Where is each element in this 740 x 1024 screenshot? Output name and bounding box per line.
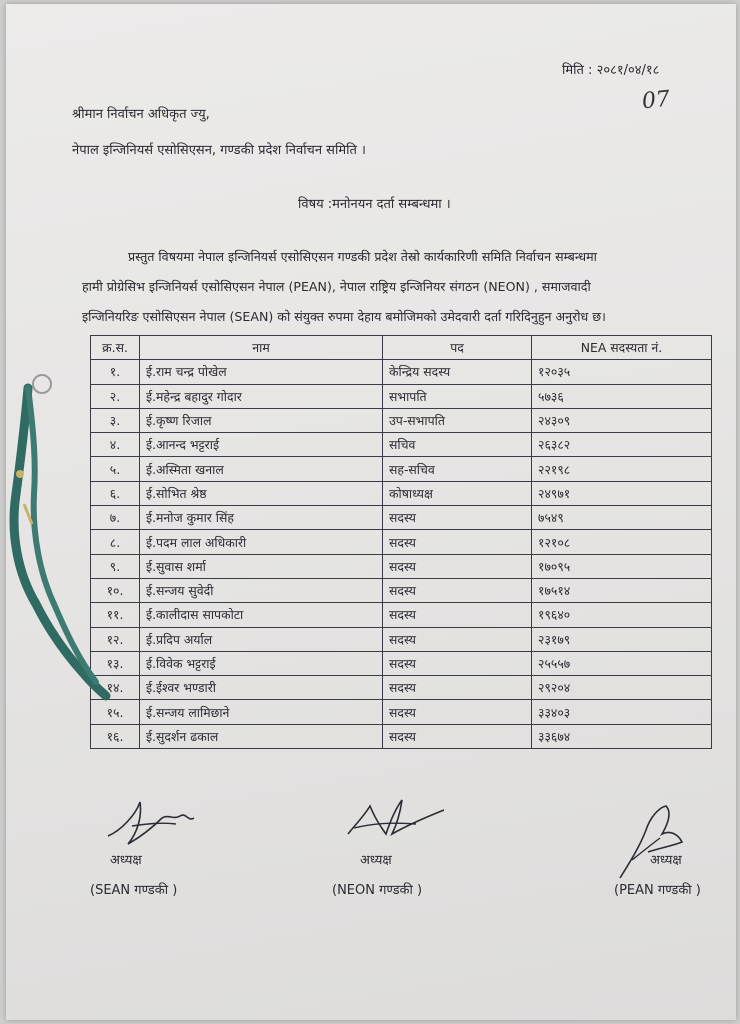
row-sn: १४. xyxy=(91,676,140,700)
table-header-row xyxy=(91,336,712,360)
body-line-2: हामी प्रोग्रेसिभ इन्जिनियर्स एसोसिएसन नेपाल (PEAN), नेपाल राष्ट्रिय इन्जिनियर संगठन (NEON) , समाजवादी xyxy=(82,279,591,294)
subject-line: विषय :मनोनयन दर्ता सम्बन्धमा । xyxy=(298,197,451,212)
row-sn: ९. xyxy=(91,554,140,578)
row-name: ई.कालीदास सापकोटा xyxy=(140,603,383,627)
table-row xyxy=(91,603,712,627)
signatory-title-pean: अध्यक्ष xyxy=(650,853,682,868)
signatory-org-sean: (SEAN गण्डकी ) xyxy=(90,883,178,898)
table-row xyxy=(91,506,712,530)
table-row xyxy=(91,408,712,432)
row-sn: ६. xyxy=(91,481,140,505)
row-name: ई.ईश्वर भण्डारी xyxy=(140,676,383,700)
handwritten-number: 07 xyxy=(640,86,672,115)
table-row xyxy=(91,700,712,724)
table-row xyxy=(91,384,712,408)
table-row xyxy=(91,457,712,481)
row-name: ई.कृष्ण रिजाल xyxy=(140,408,383,432)
members-table xyxy=(90,335,712,749)
row-nea-number: २६३८२ xyxy=(532,433,712,457)
row-sn: ११. xyxy=(91,603,140,627)
row-post: सदस्य xyxy=(383,603,532,627)
row-name: ई.सन्जय सुवेदी xyxy=(140,578,383,602)
row-name: ई.मनोज कुमार सिंह xyxy=(140,506,383,530)
signature-pean-icon xyxy=(612,800,692,884)
row-name: ई.पदम लाल अधिकारी xyxy=(140,530,383,554)
row-name: ई.प्रदिप अर्याल xyxy=(140,627,383,651)
body-line-3: इन्जिनियरिङ एसोसिएसन नेपाल (SEAN) को संयुक्त रुपमा देहाय बमोजिमको उमेदवारी दर्ता गरिदिनुहुन अनुरोध छ। xyxy=(82,309,606,324)
row-name: ई.राम चन्द्र पोखेल xyxy=(140,360,383,384)
row-post: केन्द्रिय सदस्य xyxy=(383,360,532,384)
body-line-1: प्रस्तुत विषयमा नेपाल इन्जिनियर्स एसोसिएसन गण्डकी प्रदेश तेस्रो कार्यकारिणी समिति निर्वाचन सम्बन्धमा xyxy=(128,249,597,264)
row-nea-number: २३१७९ xyxy=(532,627,712,651)
row-sn: १२. xyxy=(91,627,140,651)
row-nea-number: २९२०४ xyxy=(532,676,712,700)
row-nea-number: १७५१४ xyxy=(532,578,712,602)
row-sn: १. xyxy=(91,360,140,384)
row-nea-number: २४९७१ xyxy=(532,481,712,505)
row-post: सदस्य xyxy=(383,676,532,700)
table-row xyxy=(91,578,712,602)
row-post: कोषाध्यक्ष xyxy=(383,481,532,505)
header-name: नाम xyxy=(140,336,383,360)
row-name: ई.अस्मिता खनाल xyxy=(140,457,383,481)
row-nea-number: १२१०८ xyxy=(532,530,712,554)
row-sn: १५. xyxy=(91,700,140,724)
table-row xyxy=(91,530,712,554)
table-row xyxy=(91,481,712,505)
row-post: सभापति xyxy=(383,384,532,408)
row-post: सचिव xyxy=(383,433,532,457)
header-post: पद xyxy=(383,336,532,360)
row-post: सदस्य xyxy=(383,506,532,530)
row-post: सह-सचिव xyxy=(383,457,532,481)
table-row xyxy=(91,627,712,651)
row-nea-number: ३३४०३ xyxy=(532,700,712,724)
header-sn: क्र.स. xyxy=(91,336,140,360)
row-nea-number: २२१९८ xyxy=(532,457,712,481)
row-sn: ५. xyxy=(91,457,140,481)
table-row xyxy=(91,724,712,748)
addressee-line-2: नेपाल इन्जिनियर्स एसोसिएसन, गण्डकी प्रदेश निर्वाचन समिति । xyxy=(72,143,366,158)
row-name: ई.सुवास शर्मा xyxy=(140,554,383,578)
row-sn: ४. xyxy=(91,433,140,457)
row-post: सदस्य xyxy=(383,724,532,748)
row-name: ई.सन्जय लामिछाने xyxy=(140,700,383,724)
row-post: सदस्य xyxy=(383,700,532,724)
signatory-title-neon: अध्यक्ष xyxy=(360,853,392,868)
row-sn: २. xyxy=(91,384,140,408)
row-nea-number: ३३६७४ xyxy=(532,724,712,748)
signatory-org-neon: (NEON गण्डकी ) xyxy=(332,883,423,898)
row-sn: १०. xyxy=(91,578,140,602)
row-nea-number: २४३०९ xyxy=(532,408,712,432)
table-row xyxy=(91,651,712,675)
row-name: ई.विवेक भट्टराई xyxy=(140,651,383,675)
signature-neon-icon xyxy=(340,794,450,844)
row-name: ई.सोभित श्रेष्ठ xyxy=(140,481,383,505)
document-page xyxy=(6,4,736,1020)
header-nea-number: NEA सदस्यता नं. xyxy=(532,336,712,360)
table-row xyxy=(91,433,712,457)
table-row xyxy=(91,360,712,384)
row-post: सदस्य xyxy=(383,554,532,578)
row-nea-number: १९६४० xyxy=(532,603,712,627)
row-nea-number: १७०९५ xyxy=(532,554,712,578)
addressee-line-1: श्रीमान निर्वाचन अधिकृत ज्यु, xyxy=(72,107,210,122)
row-nea-number: १२०३५ xyxy=(532,360,712,384)
body-paragraph xyxy=(82,242,722,332)
row-sn: १६. xyxy=(91,724,140,748)
signatory-org-pean: (PEAN गण्डकी ) xyxy=(614,883,701,898)
table-row xyxy=(91,554,712,578)
row-post: उप-सभापति xyxy=(383,408,532,432)
row-sn: १३. xyxy=(91,651,140,675)
row-nea-number: २५५५७ xyxy=(532,651,712,675)
row-name: ई.सुदर्शन ढकाल xyxy=(140,724,383,748)
row-nea-number: ५७३६ xyxy=(532,384,712,408)
date-line: मिति : २०८१/०४/१८ xyxy=(562,63,660,78)
row-sn: ८. xyxy=(91,530,140,554)
row-nea-number: ७५४९ xyxy=(532,506,712,530)
signature-sean-icon xyxy=(102,796,202,856)
row-sn: ७. xyxy=(91,506,140,530)
row-sn: ३. xyxy=(91,408,140,432)
row-post: सदस्य xyxy=(383,530,532,554)
signatory-title-sean: अध्यक्ष xyxy=(110,853,142,868)
row-name: ई.महेन्द्र बहादुर गोदार xyxy=(140,384,383,408)
row-post: सदस्य xyxy=(383,627,532,651)
table-row xyxy=(91,676,712,700)
row-name: ई.आनन्द भट्टराई xyxy=(140,433,383,457)
binding-thread-icon xyxy=(6,374,116,714)
row-post: सदस्य xyxy=(383,651,532,675)
row-post: सदस्य xyxy=(383,578,532,602)
